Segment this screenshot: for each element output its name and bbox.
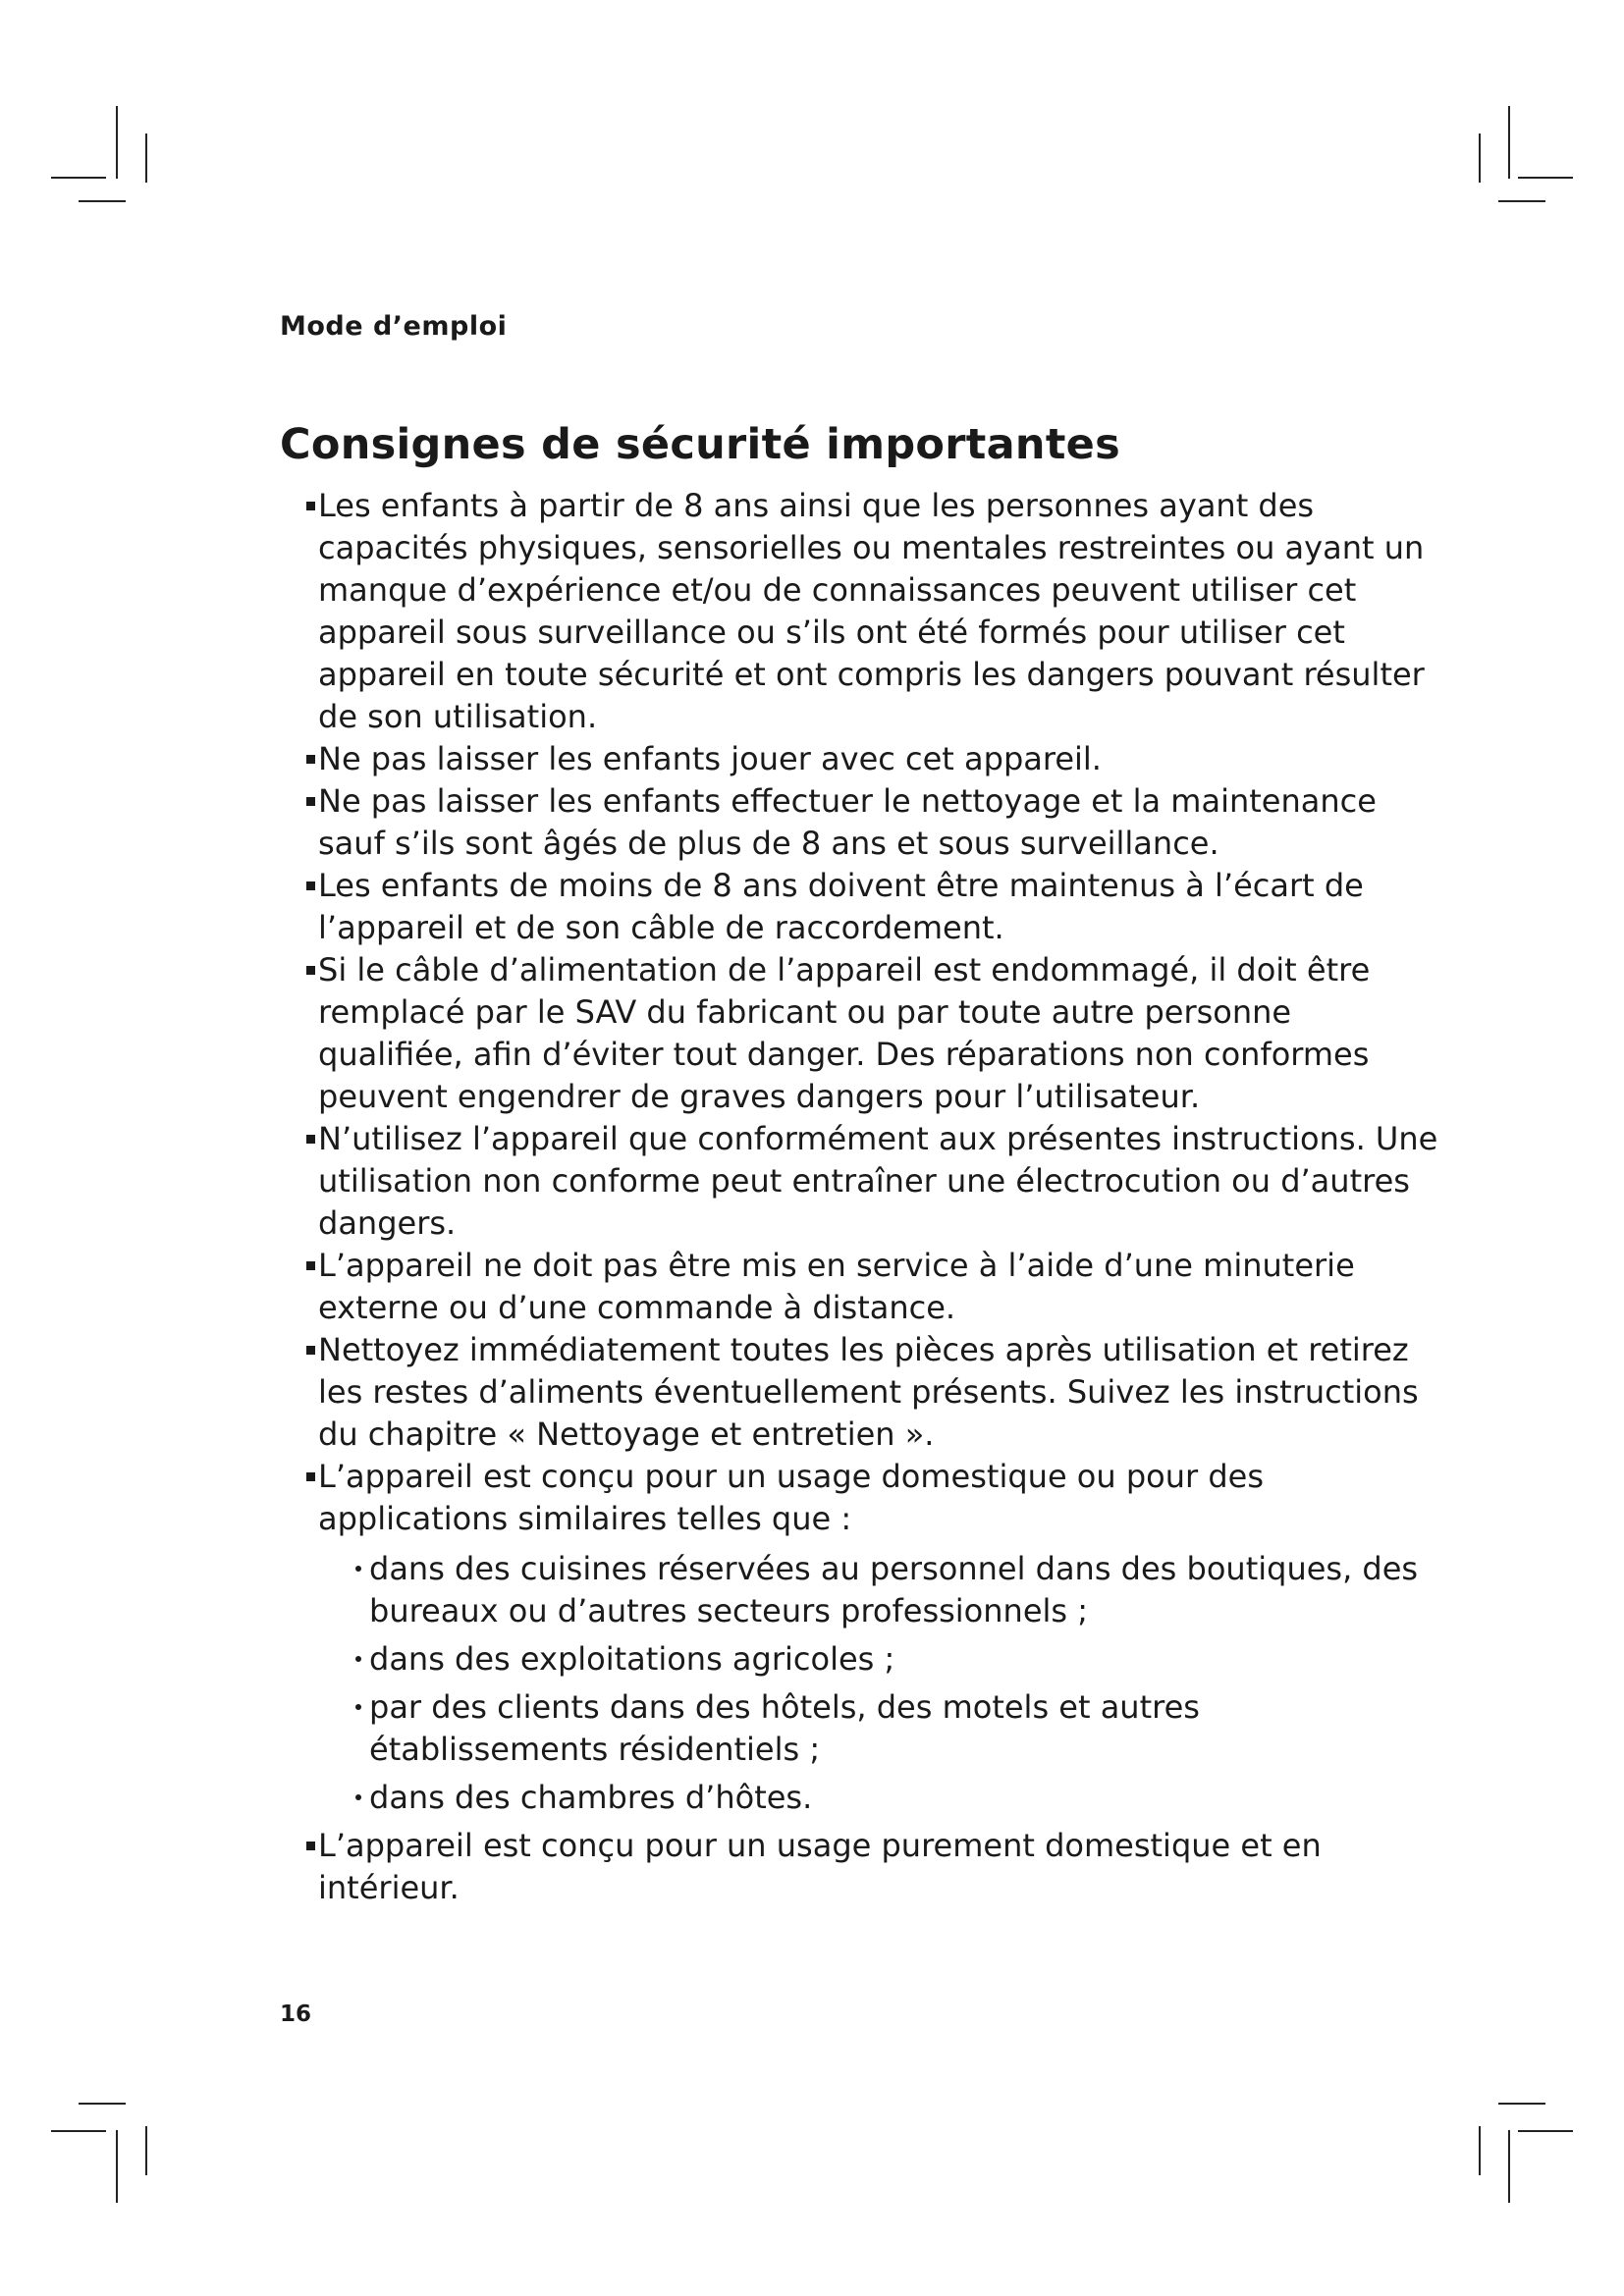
list-item [306,780,1445,865]
list-item-text: Les enfants à partir de 8 ans ainsi que les personnes ayant des capacités physiques, sensorielles ou mentales restreintes ou ayant un manque d’expérience et/ou de connaissances peuvent utiliser cet appareil sous surveillance ou s’ils ont été formés pour utiliser cet appareil en toute sécurité et ont compris les dangers pouvant résulter de son utilisation. [318,487,1425,735]
square-bullet-icon [306,966,315,975]
crop-mark [145,133,147,183]
list-item [306,1329,1445,1456]
square-bullet-icon [306,1346,315,1355]
sub-list-item-text: dans des cuisines réservées au personnel dans des boutiques, des bureaux ou d’autres secteurs professionnels ; [369,1550,1419,1629]
list-item [306,1118,1445,1245]
square-bullet-icon [306,755,315,764]
page-number: 16 [280,2002,312,2027]
square-bullet-icon [306,797,315,806]
dot-bullet-icon [355,1656,361,1662]
sub-list [306,1548,1445,1819]
list-item-text: Si le câble d’alimentation de l’appareil est endommagé, il doit être remplacé par le SAV du fabricant ou par toute autre personne qualifiée, afin d’éviter tout danger. Des réparations non conformes peuvent engendrer de graves dangers pour l’utilisateur. [318,951,1371,1115]
safety-instructions-list [306,485,1445,1909]
crop-mark [1518,177,1573,179]
crop-mark [1508,106,1510,179]
crop-mark [79,2103,126,2105]
crop-mark [1518,2130,1573,2132]
square-bullet-icon [306,1135,315,1144]
list-item-text: L’appareil est conçu pour un usage purement domestique et en intérieur. [318,1827,1322,1906]
list-item-text: Nettoyez immédiatement toutes les pièces après utilisation et retirez les restes d’aliments éventuellement présents. Suivez les instructions du chapitre « Nettoyage et entretien ». [318,1331,1419,1453]
list-item [306,1825,1445,1909]
square-bullet-icon [306,881,315,890]
list-item [306,1245,1445,1329]
crop-mark [145,2126,147,2175]
square-bullet-icon [306,1842,315,1850]
sub-list-item [306,1686,1445,1771]
crop-mark [116,2130,118,2203]
square-bullet-icon [306,502,315,510]
sub-list-item-text: dans des chambres d’hôtes. [369,1779,813,1816]
list-item-text: N’utilisez l’appareil que conformément aux présentes instructions. Une utilisation non conforme peut entraîner une électrocution ou d’autres dangers. [318,1120,1438,1242]
sub-list-item [306,1548,1445,1632]
sub-list-item-text: par des clients dans des hôtels, des motels et autres établissements résidentiels ; [369,1688,1200,1768]
list-item [306,1456,1445,1540]
dot-bullet-icon [355,1566,361,1572]
list-item [306,485,1445,738]
list-item-text: L’appareil est conçu pour un usage domestique ou pour des applications similaires telles que : [318,1458,1264,1537]
list-item-text: L’appareil ne doit pas être mis en service à l’aide d’une minuterie externe ou d’une commande à distance. [318,1247,1355,1326]
crop-mark [116,106,118,179]
dot-bullet-icon [355,1794,361,1800]
crop-mark [1508,2130,1510,2203]
crop-mark [51,2130,106,2132]
crop-mark [51,177,106,179]
list-item [306,949,1445,1118]
sub-list-item [306,1638,1445,1681]
square-bullet-icon [306,1261,315,1270]
square-bullet-icon [306,1472,315,1481]
list-item [306,865,1445,949]
page-title: Consignes de sécurité importantes [280,420,1121,469]
list-item-text: Ne pas laisser les enfants effectuer le nettoyage et la maintenance sauf s’ils sont âgés de plus de 8 ans et sous surveillance. [318,782,1377,862]
crop-mark [1498,2103,1545,2105]
sub-list-item-text: dans des exploitations agricoles ; [369,1640,895,1678]
list-item-text: Ne pas laisser les enfants jouer avec cet appareil. [318,740,1102,777]
crop-mark [1479,2126,1481,2175]
crop-mark [79,200,126,202]
sub-list-item [306,1777,1445,1819]
crop-mark [1479,133,1481,183]
crop-mark [1498,200,1545,202]
list-item-text: Les enfants de moins de 8 ans doivent être maintenus à l’écart de l’appareil et de son câble de raccordement. [318,867,1364,946]
list-item [306,738,1445,780]
dot-bullet-icon [355,1704,361,1710]
section-label: Mode d’emploi [280,311,508,342]
